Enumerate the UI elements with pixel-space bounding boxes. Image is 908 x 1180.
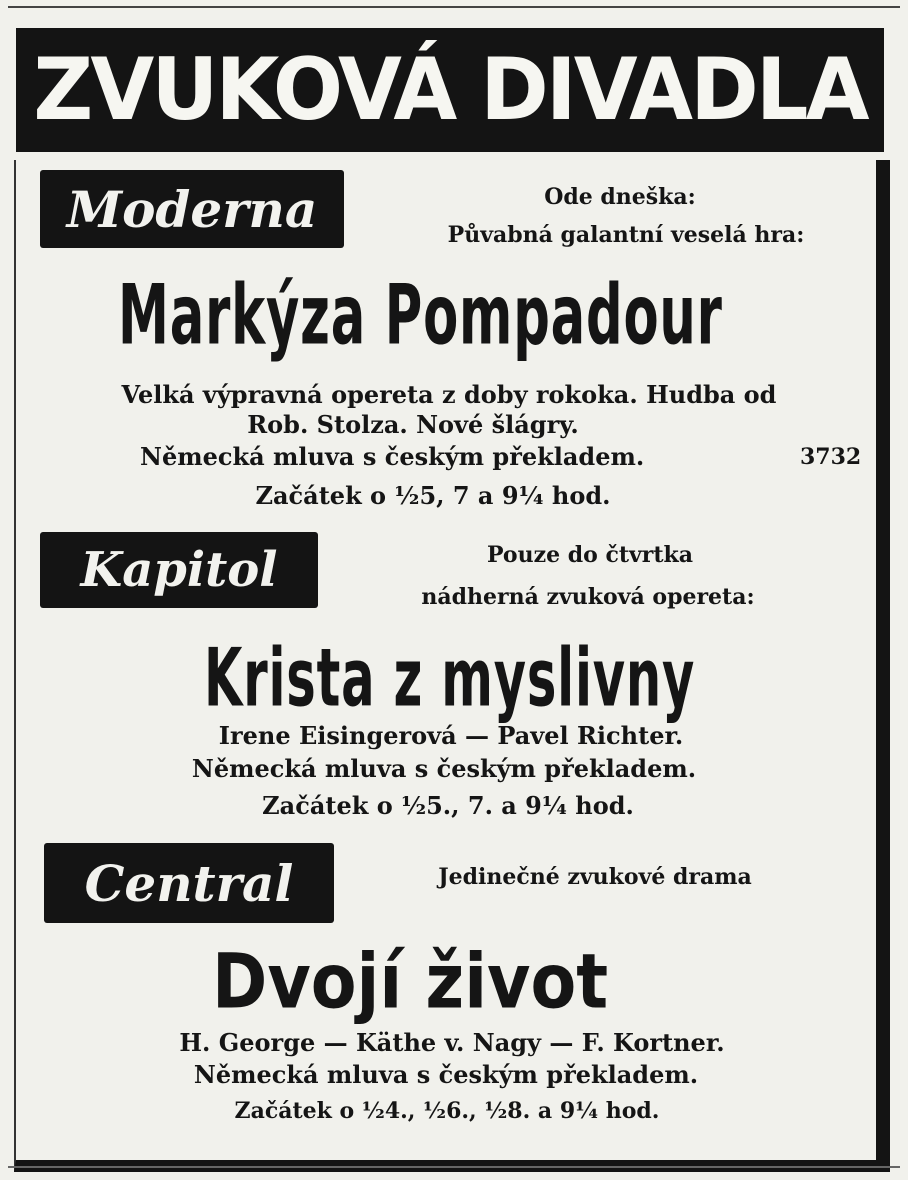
moderna-film-title: Markýza Pompadour — [118, 268, 723, 365]
moderna-description-2: Rob. Stolza. Nové šlágry. — [247, 410, 579, 439]
kapitol-language: Německá mluva s českým překladem. — [191, 754, 697, 783]
kapitol-cast: Irene Eisingerová — Pavel Richter. — [218, 721, 684, 750]
moderna-intro-1: Ode dneška: — [544, 184, 696, 210]
bottom-rule — [8, 1166, 900, 1168]
moderna-intro-2: Půvabná galantní veselá hra: — [447, 222, 805, 248]
central-intro-1: Jedinečné zvukové drama — [438, 864, 752, 890]
central-film-title: Dvojí život — [212, 938, 609, 1027]
kapitol-intro-2: nádherná zvuková opereta: — [421, 584, 755, 610]
central-language: Německá mluva s českým překladem. — [193, 1060, 699, 1089]
central-logo: Central — [44, 843, 334, 923]
moderna-logo: Moderna — [40, 170, 344, 248]
moderna-description-1: Velká výpravná opereta z doby rokoka. Hudba od — [121, 380, 777, 409]
banner-title: ZVUKOVÁ DIVADLA — [33, 40, 867, 140]
kapitol-film-title: Krista z myslivny — [204, 630, 696, 725]
kapitol-logo: Kapitol — [40, 532, 318, 608]
kapitol-intro-1: Pouze do čtvrtka — [486, 542, 694, 568]
moderna-ad-number: 3732 — [800, 444, 862, 470]
central-cast: H. George — Käthe v. Nagy — F. Kortner. — [179, 1028, 725, 1057]
moderna-showtimes: Začátek o ½5, 7 a 9¼ hod. — [255, 481, 611, 510]
kapitol-showtimes: Začátek o ½5., 7. a 9¼ hod. — [262, 791, 634, 820]
header-banner — [16, 28, 884, 152]
moderna-language: Německá mluva s českým překladem. — [140, 442, 645, 471]
top-rule — [8, 6, 900, 8]
central-showtimes: Začátek o ½4., ½6., ½8. a 9¼ hod. — [234, 1098, 660, 1124]
